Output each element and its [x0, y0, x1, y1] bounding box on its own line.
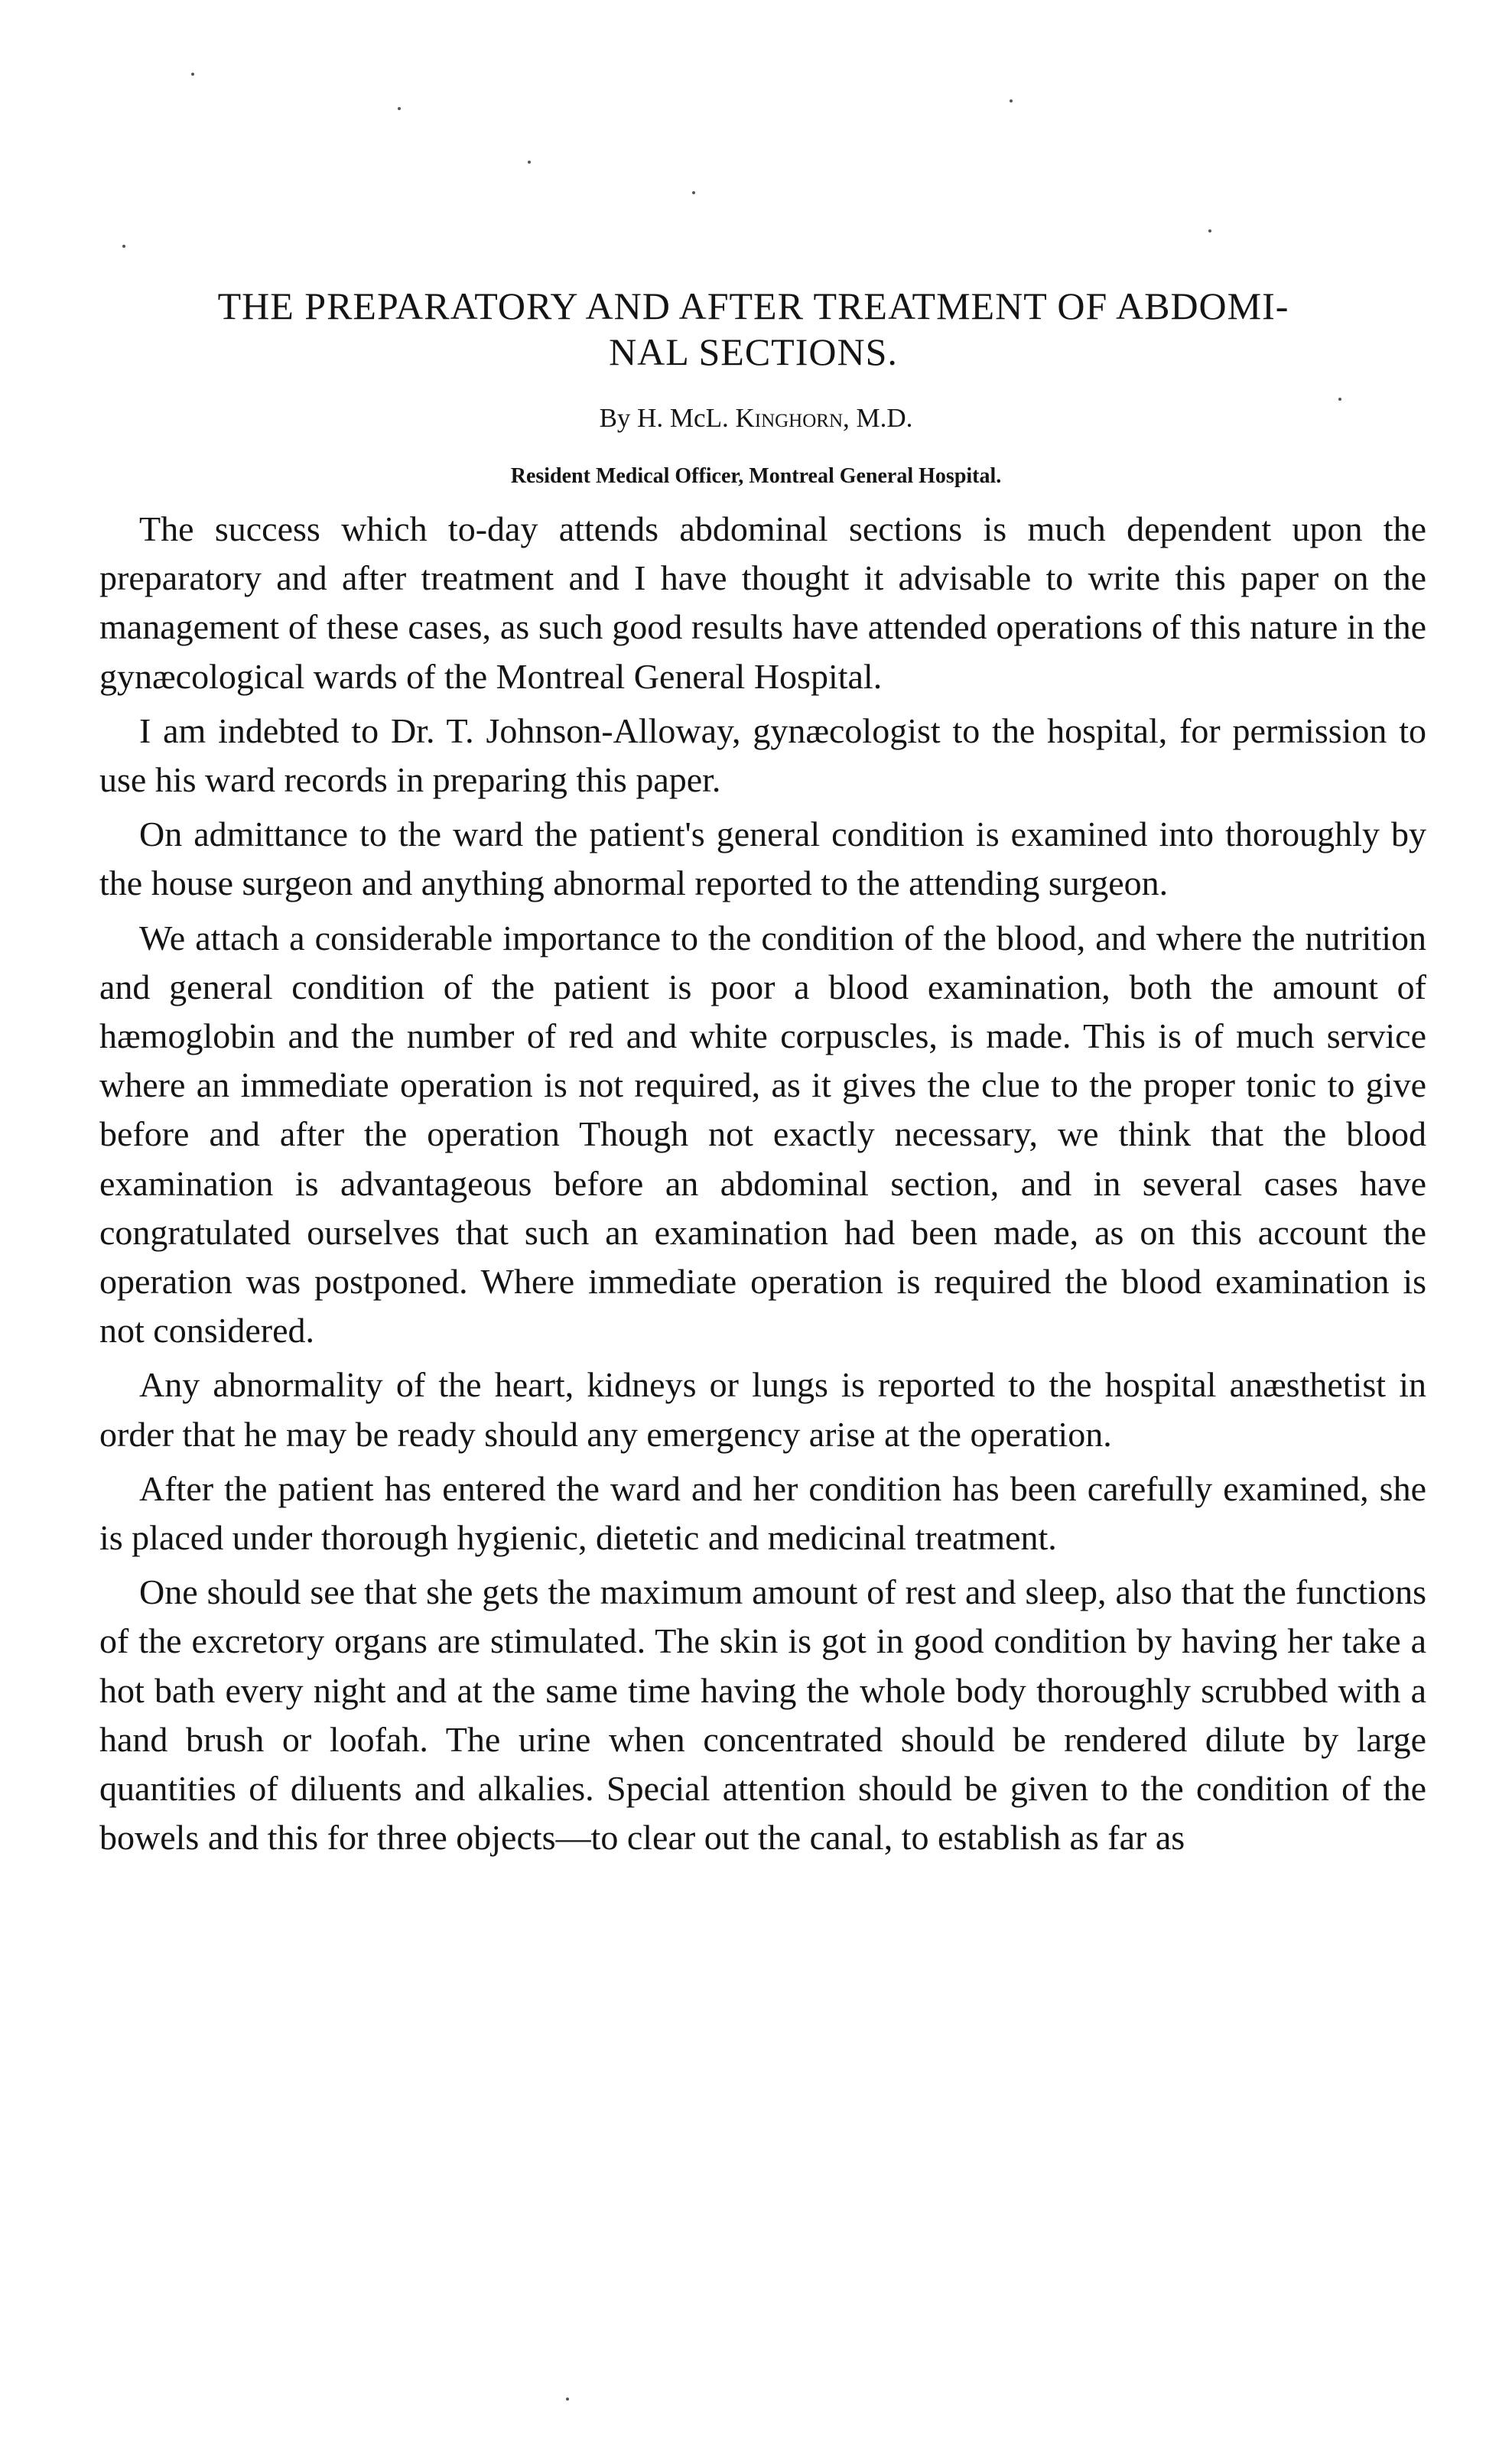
body-paragraph: On admittance to the ward the patient's general condition is examined into thoroughly by the house surgeon and anything abnormal reported to the attending surgeon. [99, 814, 1426, 903]
byline-prefix: By H. McL. [599, 403, 729, 433]
author-affiliation: Resident Medical Officer, Montreal General Hospital. [510, 464, 1002, 488]
author-surname: Kinghorn [735, 403, 844, 433]
body-paragraph: Any abnormality of the heart, kidneys or lungs is reported to the hospital anæsthetist in order that he may be ready should any emergency arise at the operation. [99, 1365, 1426, 1454]
scan-speck [1208, 229, 1211, 232]
scan-speck [398, 107, 401, 110]
body-paragraph: One should see that she gets the maximum amount of rest and sleep, also that the functions of the excretory organs are stimulated. The skin is got in good condition by having her take a hot bath every night and at the same time having the whole body thoroughly scrubbed with a hand brush or loofah. The urine when concentrated should be rendered dilute by large quantities of diluents and alkalies. Special attention should be given to the condition of the bowels and this for three objects—to clear out the canal, to establish as far as [99, 1572, 1426, 1858]
body-paragraph: I am indebted to Dr. T. Johnson-Alloway, gynæcologist to the hospital, for permission to use his ward records in preparing this paper. [99, 710, 1426, 800]
body-paragraph: After the patient has entered the ward and her condition has been carefully examined, she is placed under thorough hygienic, dietetic and medicinal treatment. [99, 1468, 1426, 1558]
scan-speck [528, 161, 531, 164]
scan-speck [566, 2398, 569, 2401]
scan-speck [1338, 398, 1341, 401]
scan-speck [692, 191, 695, 194]
article-title-line-1: THE PREPARATORY AND AFTER TREATMENT OF ABDOMI- [217, 284, 1289, 327]
byline-suffix: , M.D. [843, 403, 913, 433]
article-title [84, 283, 1423, 375]
scan-speck [122, 245, 125, 248]
body-paragraph: We attach a considerable importance to the condition of the blood, and where the nutrition and general condition of the patient is poor a blood examination, both the amount of hæmoglobin and the number of red and white corpuscles, is made. This is of much service where an immediate operation is not required, as it gives the clue to the proper tonic to give before and after the operation Though not exactly necessary, we think that the blood examination is advantageous before an abdominal section, and in several cases have congratulated ourselves that such an examination had been made, as on this account the operation was postponed. Where immediate operation is required the blood examination is not considered. [99, 918, 1426, 1351]
scan-speck [1010, 99, 1013, 102]
byline [0, 401, 1512, 435]
body-paragraph: The success which to-day attends abdominal sections is much dependent upon the preparatory and after treatment and I have thought it advisable to write this paper on the management of these cases, as such good results have attended operations of this nature in the gynæcological wards of the Montreal General Hospital. [99, 509, 1426, 696]
scan-speck [191, 73, 194, 76]
article-title-line-2: NAL SECTIONS. [609, 330, 898, 373]
article-body [99, 505, 1426, 1868]
